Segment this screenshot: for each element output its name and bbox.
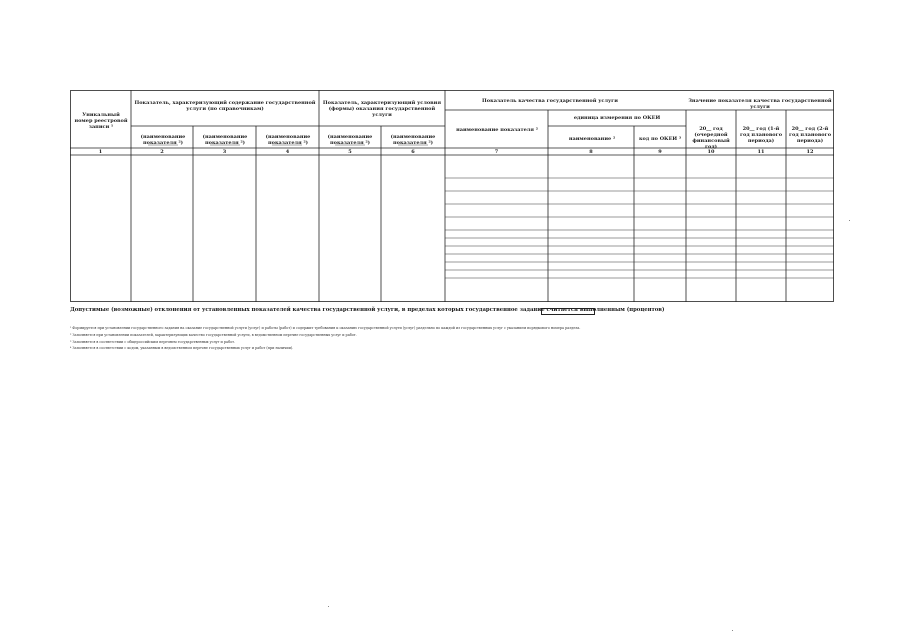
col-num-12: 12 [806, 149, 814, 155]
header-sub-indicator-2: (наименование показателя ²) [140, 134, 186, 146]
header-quality-indicator-name: наименование показателя ² [456, 127, 538, 133]
col-num-4: 4 [285, 149, 290, 155]
header-unit-name: наименование ² [568, 136, 616, 142]
tolerance-value-field[interactable] [541, 308, 595, 315]
scan-speck [732, 630, 733, 631]
header-sub-indicator-3: (наименование показателя ²) [202, 134, 248, 146]
table-grid [70, 90, 834, 302]
header-quality-value: Значение показателя качества государственной услуги [688, 98, 832, 110]
header-form-indicator: Показатель, характеризующий условия (формы) оказания государственной услуги [322, 100, 442, 118]
footnote-4: ⁴ Заполняется в соответствии с кодом, указанным в ведомственном перечне государственных услуг и работ (при наличии). [70, 346, 294, 350]
footnote-3: ³ Заполняется в соответствии с общероссийским перечнем государственных услуг и работ. [70, 340, 236, 344]
col-num-10: 10 [707, 149, 715, 155]
col-num-3: 3 [222, 149, 227, 155]
footnote-1: ¹ Формируется при установлении государственного задания на оказание государственной услуги (услуг) и работы (работ) и содержит требования к оказанию государственной услуги (услуг) раздельно по каждой из государственных услуг с указанием порядкового номера раздела. [70, 326, 581, 330]
header-unique-number: Уникальный номер реестровой записи ¹ [74, 112, 128, 130]
col-num-9: 9 [658, 149, 662, 155]
scan-speck [849, 220, 850, 221]
scan-speck [328, 606, 329, 607]
header-unit-okei: единица измерения по ОКЕИ [573, 115, 661, 121]
header-okei-code: код по ОКЕИ ³ [638, 136, 682, 142]
col-num-5: 5 [348, 149, 352, 155]
col-num-2: 2 [160, 149, 164, 155]
header-sub-indicator-6: (наименование показателя ²) [390, 134, 436, 146]
header-quality-indicator: Показатель качества государственной услуги [482, 98, 618, 104]
col-num-6: 6 [411, 149, 415, 155]
quality-indicators-table [70, 90, 834, 302]
col-num-11: 11 [757, 149, 765, 155]
col-num-7: 7 [494, 149, 499, 155]
header-year-plan1: 20__ год (1-й год планового периода) [739, 126, 783, 144]
footnote-2: ² Заполняется при установлении показателей, характеризующих качество государственной услуги, в ведомственном перечне государственных услуг и работ. [70, 333, 357, 337]
header-content-indicator: Показатель, характеризующий содержание государственной услуги (по справочникам) [134, 100, 316, 112]
col-num-8: 8 [589, 149, 593, 155]
col-num-1: 1 [98, 149, 103, 155]
header-year-plan2: 20__ год (2-й год планового периода) [788, 126, 832, 144]
tolerance-text: Допустимые (возможные) отклонения от установленных показателей качества государственной услуги, в пределах которых государственное задание считается выполненным (процентов) [70, 307, 665, 313]
header-year-current: 20__ год (очередной финансовый год) [692, 126, 730, 150]
header-sub-indicator-5: (наименование показателя ²) [327, 134, 373, 146]
header-sub-indicator-4: (наименование показателя ²) [265, 134, 311, 146]
